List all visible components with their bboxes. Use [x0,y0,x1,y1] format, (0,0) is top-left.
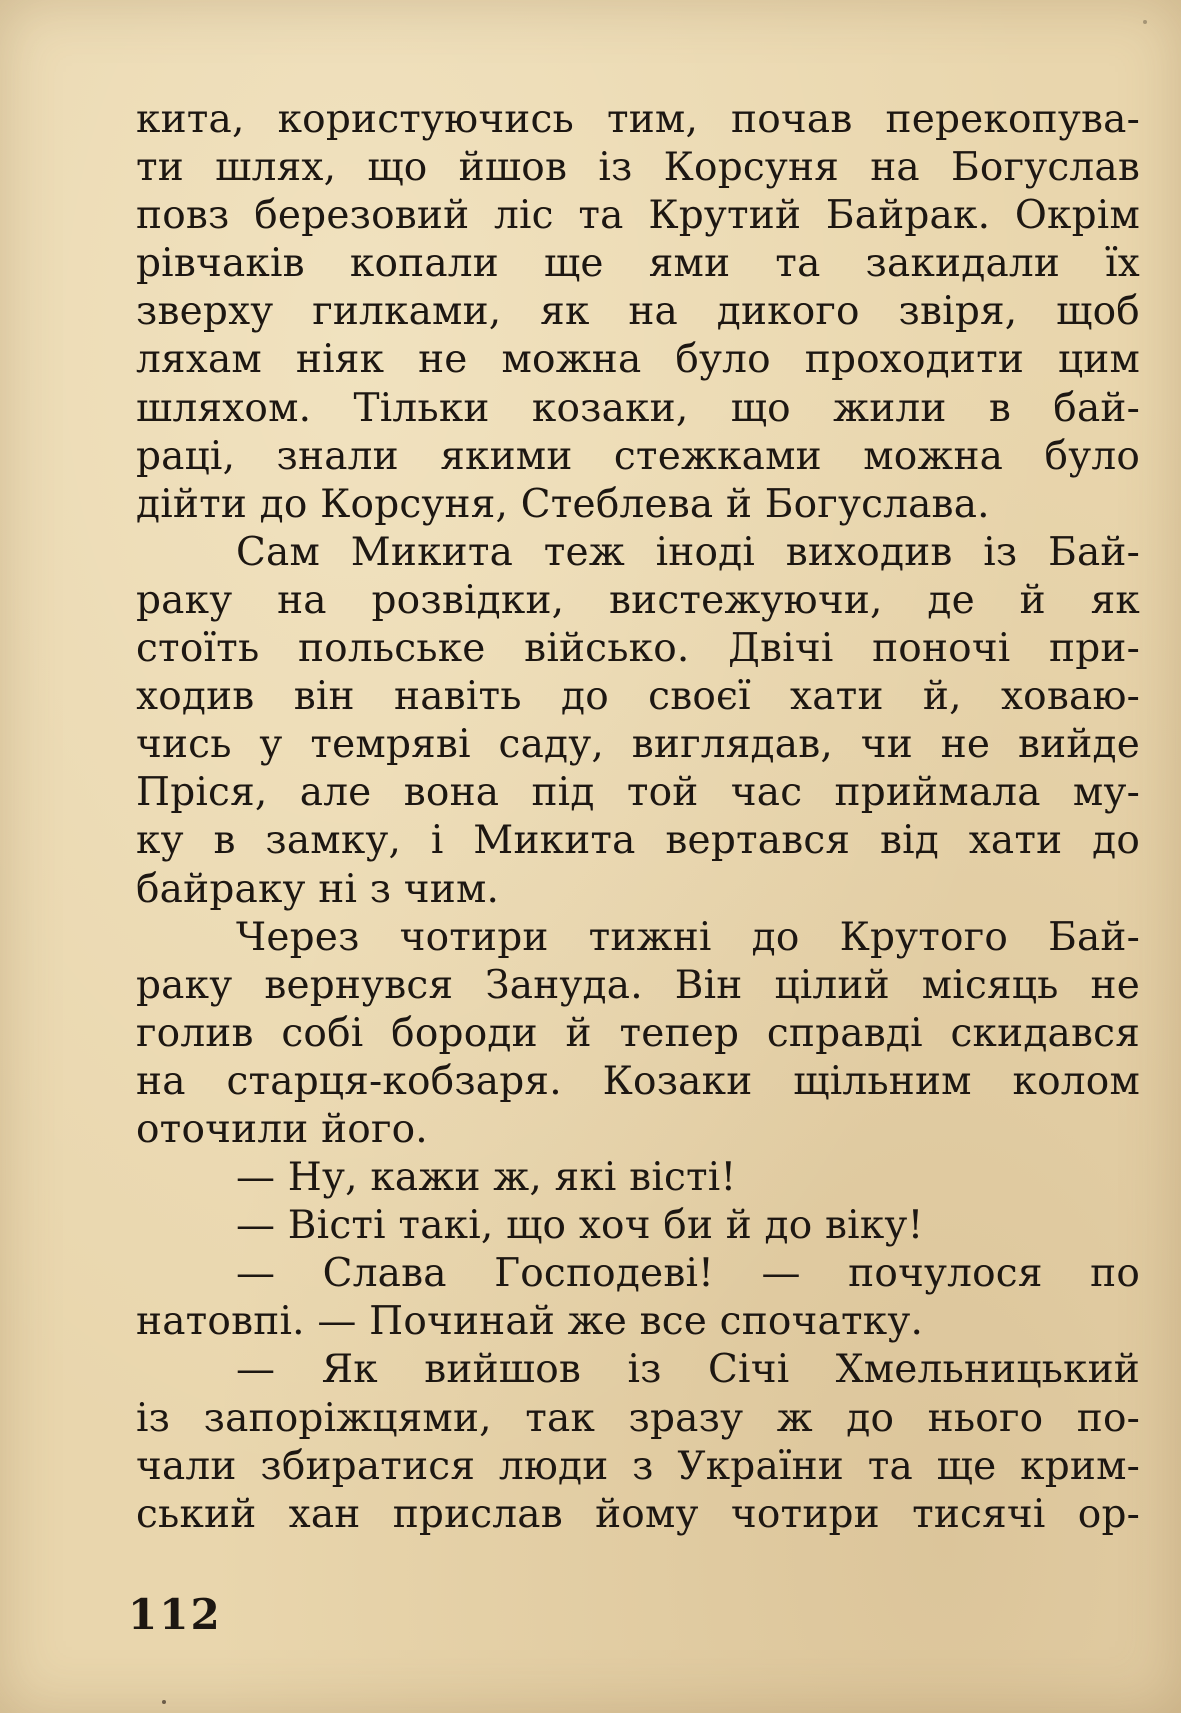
text-line-12: стоїть польське військо. Двічі поночі при- [136,626,1140,672]
text-line-10: Сам Микита теж іноді виходив із Бай- [236,529,1140,575]
text-line-4: рівчаків копали ще ями та закидали їх [136,241,1140,287]
text-line-18: Через чотири тижні до Крутого Бай- [236,914,1140,960]
text-line-21: на старця-кобзаря. Козаки щільним колом [136,1058,1140,1104]
body-text [136,96,1140,1539]
text-line-29: чали збиратися люди з України та ще крим- [136,1443,1140,1489]
text-line-16: ку в замку, і Микита вертався від хати до [136,818,1140,864]
text-line-24: — Вісті такі, що хоч би й до віку! [236,1203,924,1249]
text-line-11: раку на розвідки, вистежуючи, де й як [136,577,1140,623]
text-line-19: раку вернувся Зануда. Він цілий місяць не [136,962,1140,1008]
paper-speck [1143,20,1147,24]
text-line-15: Пріся, але вона під той час приймала му- [136,770,1140,816]
page-number: 112 [128,1590,222,1639]
text-line-17: байраку ні з чим. [136,866,500,912]
text-line-26: натовпі. — Починай же все спочатку. [136,1299,924,1345]
text-line-6: ляхам ніяк не можна було проходити цим [136,337,1140,383]
text-line-5: зверху гилками, як на дикого звіря, щоб [136,289,1140,335]
text-line-1: кита, користуючись тим, почав перекопува- [136,97,1140,142]
text-line-9: дійти до Корсуня, Стеблева й Богуслава. [136,481,990,527]
paper-speck [162,1700,166,1704]
text-line-27: — Як вийшов із Січі Хмельницький [236,1347,1140,1393]
text-line-20: голив собі бороди й тепер справді скидався [136,1010,1140,1056]
text-line-25: — Слава Господеві! — почулося по [236,1251,1140,1297]
text-line-13: ходив він навіть до своєї хати й, ховаю- [136,674,1140,720]
text-line-28: із запоріжцями, так зразу ж до нього по- [136,1395,1140,1441]
text-line-7: шляхом. Тільки козаки, що жили в бай- [136,385,1140,431]
text-line-8: раці, знали якими стежками можна було [136,433,1140,479]
text-line-23: — Ну, кажи ж, які вісті! [236,1155,737,1201]
text-line-2: ти шлях, що йшов із Корсуня на Богуслав [136,145,1140,191]
text-line-22: оточили його. [136,1106,428,1152]
text-line-14: чись у темряві саду, виглядав, чи не вийде [136,722,1140,768]
text-line-30: ський хан прислав йому чотири тисячі ор- [136,1491,1140,1537]
text-line-3: повз березовий ліс та Крутий Байрак. Окрім [136,193,1140,239]
